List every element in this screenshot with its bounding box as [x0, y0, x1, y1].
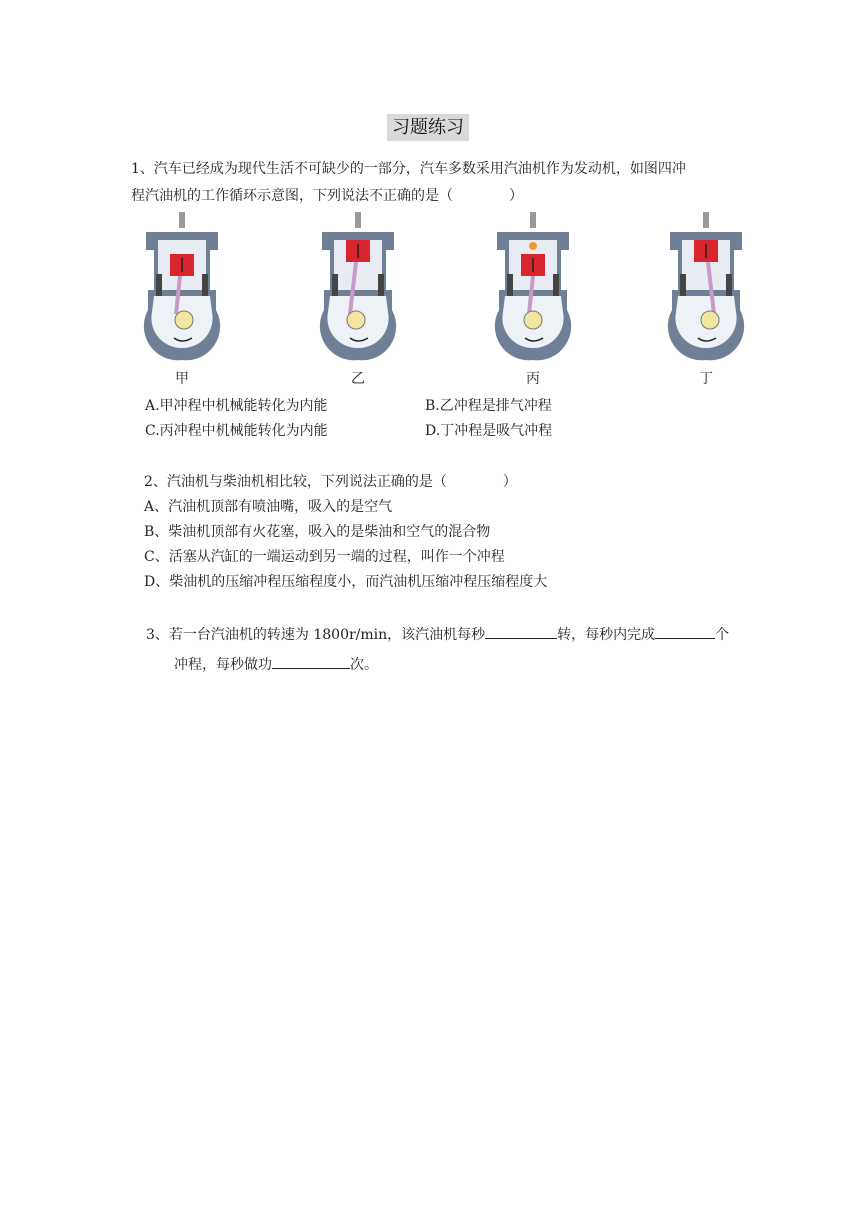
- engine-bing-icon: [491, 210, 575, 370]
- engine-label-yi: 乙: [351, 371, 365, 387]
- q2-option-d: D、柴油机的压缩冲程压缩程度小，而汽油机压缩冲程压缩程度大: [144, 574, 548, 590]
- q3-text-part2: 转，每秒内完成: [557, 627, 656, 643]
- question-1-stem-line2: 程汽油机的工作循环示意图，下列说法不正确的是（ ）: [131, 188, 523, 204]
- engine-diagram-ding: [664, 210, 748, 387]
- engine-label-ding: 丁: [699, 371, 713, 387]
- q2-option-a: A、汽油机顶部有喷油嘴，吸入的是空气: [144, 499, 393, 515]
- q1-option-c: C.丙冲程中机械能转化为内能: [145, 423, 328, 439]
- q1-option-b: B.乙冲程是排气冲程: [425, 398, 552, 414]
- engine-diagram-jia: [140, 210, 224, 387]
- question-3-line2: [146, 650, 746, 680]
- engine-diagrams: [140, 210, 760, 390]
- q3-text-part1: 3、若一台汽油机的转速为 1800r/min，该汽油机每秒: [146, 627, 486, 643]
- page-title: 习题练习: [387, 114, 469, 141]
- q3-text-part5: 次。: [350, 657, 378, 673]
- q1-option-d: D.丁冲程是吸气冲程: [425, 423, 553, 439]
- engine-ding-icon: [664, 210, 748, 370]
- q2-option-b: B、柴油机顶部有火花塞，吸入的是柴油和空气的混合物: [144, 524, 491, 540]
- engine-jia-icon: [140, 210, 224, 370]
- question-3-line1: [146, 620, 746, 650]
- q3-blank-1[interactable]: [485, 624, 557, 639]
- q3-blank-2[interactable]: [655, 624, 715, 639]
- question-3: [146, 620, 746, 680]
- question-1-stem: [131, 156, 731, 210]
- question-2-stem: 2、汽油机与柴油机相比较，下列说法正确的是（ ）: [144, 474, 517, 490]
- q3-blank-3[interactable]: [272, 654, 350, 669]
- engine-diagram-bing: [491, 210, 575, 387]
- engine-yi-icon: [316, 210, 400, 370]
- q3-text-part3: 个: [715, 627, 730, 643]
- q1-option-a: A.甲冲程中机械能转化为内能: [145, 398, 328, 414]
- engine-label-bing: 丙: [526, 371, 540, 387]
- question-2: [144, 470, 547, 595]
- engine-diagram-yi: [316, 210, 400, 387]
- question-1-stem-line1: 1、汽车已经成为现代生活不可缺少的一部分，汽车多数采用汽油机作为发动机，如图四冲: [131, 161, 686, 177]
- q2-option-c: C、活塞从汽缸的一端运动到另一端的过程，叫作一个冲程: [144, 549, 505, 565]
- engine-label-jia: 甲: [175, 371, 189, 387]
- q3-text-part4: 冲程，每秒做功: [174, 657, 272, 673]
